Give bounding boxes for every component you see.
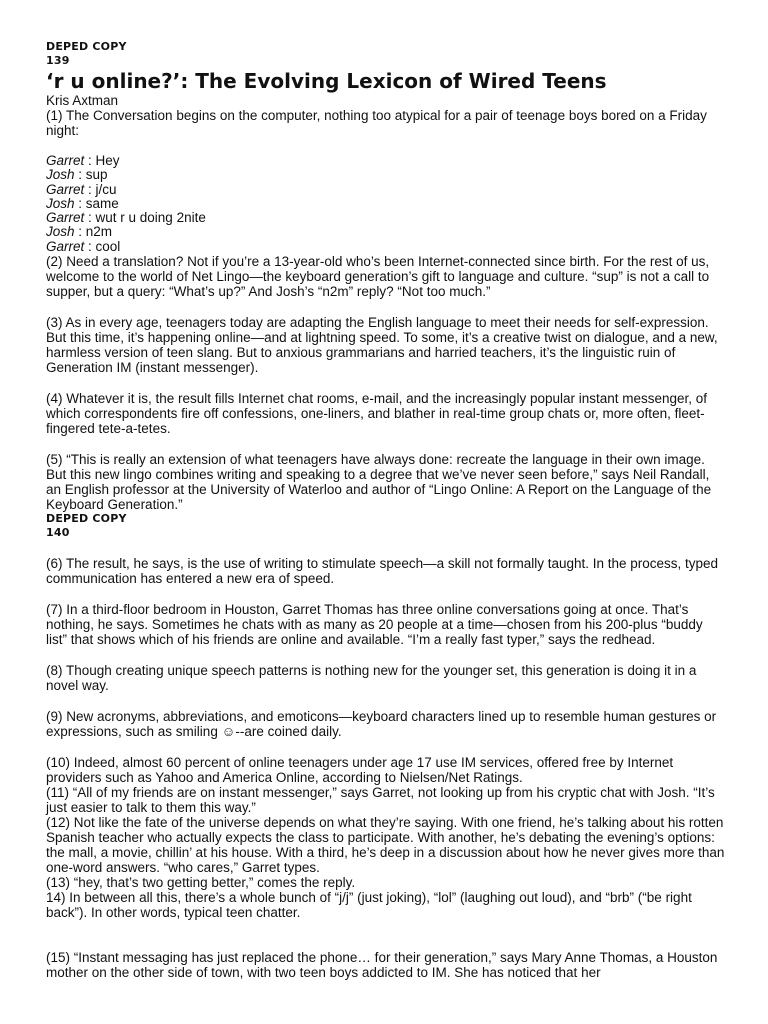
speaker-name: Garret xyxy=(46,181,85,197)
dialogue-line xyxy=(46,168,726,182)
dialogue-text: : same xyxy=(74,195,119,211)
paragraph-11: (11) “All of my friends are on instant messenger,” says Garret, not looking up from his cryptic chat with Josh. “It’s just easier to talk to them this way.” xyxy=(46,785,715,816)
paragraph-14: 14) In between all this, there’s a whole bunch of “j/j” (just joking), “lol” (laughing out loud), and “brb” (“be right back”). In other words, typical teen chatter. xyxy=(46,890,692,921)
author-name: Kris Axtman xyxy=(46,93,119,108)
speaker-name: Garret xyxy=(46,153,85,168)
speaker-name: Garret xyxy=(46,210,85,226)
paragraph-4: (4) Whatever it is, the result fills Internet chat rooms, e-mail, and the increasingly popular instant messenger, of which correspondents fire off confessions, one-liners, and blather in real-time group chats or, more often, fleet-fingered tete-a-tetes. xyxy=(46,391,708,437)
chat-dialogue xyxy=(46,154,726,254)
deped-copy-stamp: DEPED COPY xyxy=(46,40,127,53)
paragraph-6: (6) The result, he says, is the use of writing to stimulate speech—a skill not formally taught. In the process, typed communication has entered a new era of speed. xyxy=(46,556,719,587)
dialogue-text: : Hey xyxy=(84,153,120,168)
dialogue-text: : n2m xyxy=(74,224,113,240)
speaker-name: Josh xyxy=(46,167,75,183)
paragraph-7: (7) In a third-floor bedroom in Houston, Garret Thomas has three online conversations going at once. That’s nothing, he says. Sometimes he chats with as many as 20 people at a time—chosen from his 200-plus “buddy list” that shows which of his friends are online and available. “I’m a really fast typer,” says the redhead. xyxy=(46,602,703,648)
paragraph-3: (3) As in every age, teenagers today are adapting the English language to meet their needs for self-expression. But this time, it’s happening online—and at lightning speed. To some, it’s a creative twist on dialogue, and a new, harmless version of teen slang. But to anxious grammarians and harried teachers, it’s the linguistic ruin of Generation IM (instant messenger). xyxy=(46,315,718,376)
dialogue-line xyxy=(46,154,726,168)
paragraph-2: (2) Need a translation? Not if you’re a 13-year-old who’s been Internet-connected since birth. For the rest of us, welcome to the world of Net Lingo—the keyboard generation’s gift to language and culture. “sup” is not a call to supper, but a query: “What’s up?” And Josh’s “n2m” reply? “Not too much.” xyxy=(46,254,710,300)
dialogue-line xyxy=(46,225,726,239)
paragraph-13: (13) “hey, that’s two getting better,” comes the reply. xyxy=(46,875,356,891)
dialogue-text: : wut r u doing 2nite xyxy=(84,210,206,226)
speaker-name: Garret xyxy=(46,238,85,254)
dialogue-line xyxy=(46,240,726,254)
dialogue-text: : sup xyxy=(74,167,108,183)
deped-copy-stamp: DEPED COPY xyxy=(46,512,127,526)
document-page xyxy=(46,40,726,980)
dialogue-text: : cool xyxy=(84,238,121,254)
dialogue-line xyxy=(46,183,726,197)
page-number: 139 xyxy=(46,54,70,67)
paragraph-10: (10) Indeed, almost 60 percent of online teenagers under age 17 use IM services, offered free by Internet providers such as Yahoo and America Online, according to Nielsen/Net Ratings. xyxy=(46,755,674,786)
dialogue-line xyxy=(46,197,726,211)
paragraph-12: (12) Not like the fate of the universe depends on what they’re saying. With one friend, he’s talking about his rotten Spanish teacher who actually expects the class to participate. With another, he’s debating the evening’s options: the mall, a movie, chillin’ at his house. With a third, he’s deep in a discussion about how he never gives more than one-word answers. “who cares,” Garret types. xyxy=(46,815,725,876)
paragraph-9: (9) New acronyms, abbreviations, and emoticons—keyboard characters lined up to resemble human gestures or expressions, such as smiling ☺--are coined daily. xyxy=(46,709,717,740)
paragraph-1: (1) The Conversation begins on the computer, nothing too atypical for a pair of teenage boys bored on a Friday night: xyxy=(46,108,707,138)
paragraph-15: (15) “Instant messaging has just replaced the phone… for their generation,” says Mary Anne Thomas, a Houston mother on the other side of town, with two teen boys addicted to IM. She has noticed that her xyxy=(46,950,718,981)
speaker-name: Josh xyxy=(46,195,75,211)
article-title: ‘r u online?’: The Evolving Lexicon of Wired Teens xyxy=(46,69,607,93)
page-number: 140 xyxy=(46,526,70,540)
paragraph-8: (8) Though creating unique speech patterns is nothing new for the younger set, this generation is doing it in a novel way. xyxy=(46,663,697,694)
paragraph-5: (5) “This is really an extension of what teenagers have always done: recreate the language in their own image. But this new lingo combines writing and speaking to a degree that we’ve never seen before,” says Neil Randall, an English professor at the University of Waterloo and author of “Lingo Online: A Report on the Language of the Keyboard Generation.” xyxy=(46,452,712,513)
speaker-name: Josh xyxy=(46,224,75,240)
dialogue-line xyxy=(46,211,726,225)
dialogue-text: : j/cu xyxy=(84,181,117,197)
